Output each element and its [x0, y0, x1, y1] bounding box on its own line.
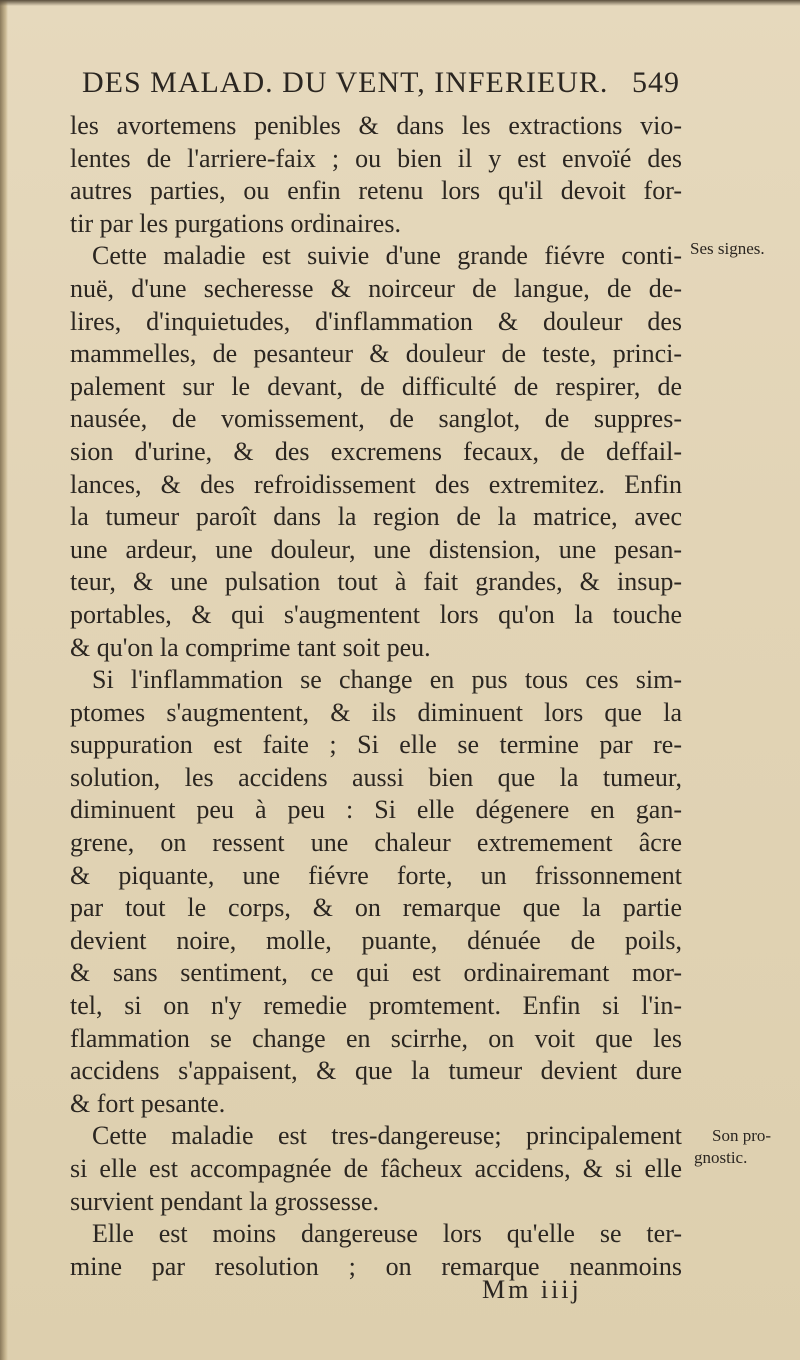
signature-mark: Mm iiij	[482, 1275, 582, 1304]
text-line: solution, les accidens aussi bien que la tumeur,	[70, 762, 682, 792]
text-line: lentes de l'arriere-faix ; ou bien il y est envoïé des	[70, 143, 682, 173]
text-line: & sans sentiment, ce qui est ordinairemant mor-	[70, 958, 682, 988]
text-line: sion d'urine, & des excremens fecaux, de deffail-	[70, 436, 682, 466]
margin-note-prognostic-1: Son pro-	[712, 1126, 772, 1145]
text-line: & piquante, une fiévre forte, un frissonnement	[70, 860, 682, 890]
text-line: une ardeur, une douleur, une distension, une pesan-	[70, 534, 682, 564]
text-line: palement sur le devant, de difficulté de respirer, de	[70, 371, 682, 401]
running-head	[82, 66, 680, 106]
text-line: la tumeur paroît dans la region de la matrice, avec	[70, 502, 682, 532]
text-line: tel, si on n'y remedie promtement. Enfin si l'in-	[70, 991, 682, 1021]
margin-note-prognostic-2: gnostic.	[694, 1148, 748, 1167]
text-line: lances, & des refroidissement des extremitez. Enfin	[70, 469, 682, 499]
text-line: nausée, de vomissement, de sanglot, de suppres-	[70, 404, 682, 434]
text-line: lires, d'inquietudes, d'inflammation & douleur des	[70, 306, 682, 336]
text-line: ptomes s'augmentent, & ils diminuent lors que la	[70, 697, 682, 727]
text-line: tir par les purgations ordinaires.	[70, 208, 401, 238]
page-binding-edge	[0, 0, 8, 1360]
body-text	[70, 110, 682, 1283]
text-line: diminuent peu à peu : Si elle dégenere en gan-	[70, 795, 682, 825]
text-line: par tout le corps, & on remarque que la partie	[70, 893, 682, 923]
text-line: Elle est moins dangereuse lors qu'elle se ter-	[92, 1219, 682, 1249]
text-line: Si l'inflammation se change en pus tous ces sim-	[92, 665, 682, 695]
text-line: mine par resolution ; on remarque neanmoins	[70, 1251, 682, 1281]
text-line: survient pendant la grossesse.	[70, 1186, 380, 1216]
text-line: portables, & qui s'augmentent lors qu'on la touche	[70, 599, 682, 629]
text-line: les avortemens penibles & dans les extractions vio-	[70, 111, 682, 140]
text-line: grene, on ressent une chaleur extremement âcre	[70, 828, 682, 858]
text-line: teur, & une pulsation tout à fait grandes, & insup-	[70, 567, 682, 597]
text-line: flammation se change en scirrhe, on voit que les	[70, 1023, 682, 1053]
text-line: & qu'on la comprime tant soit peu.	[70, 632, 431, 662]
text-line: accidens s'appaisent, & que la tumeur devient dure	[70, 1056, 682, 1086]
text-line: suppuration est faite ; Si elle se termine par re-	[70, 730, 682, 760]
text-line: autres parties, ou enfin retenu lors qu'il devoit for-	[70, 176, 682, 206]
text-line: nuë, d'une secheresse & noirceur de langue, de de-	[70, 273, 682, 303]
text-line: & fort pesante.	[70, 1088, 226, 1118]
page-number: 549	[632, 66, 680, 99]
page-top-edge	[0, 0, 800, 6]
text-line: Cette maladie est suivie d'une grande fiévre conti-	[92, 241, 682, 271]
running-head-title: DES MALAD. DU VENT, INFERIEUR.	[82, 66, 609, 99]
margin-note-signs: Ses signes.	[690, 239, 765, 258]
text-line: mammelles, de pesanteur & douleur de teste, princi-	[70, 339, 682, 369]
text-line: si elle est accompagnée de fâcheux accidens, & si elle	[70, 1154, 682, 1183]
text-line: Cette maladie est tres-dangereuse; principalement	[92, 1121, 682, 1151]
text-line: devient noire, molle, puante, dénuée de poils,	[70, 925, 682, 955]
